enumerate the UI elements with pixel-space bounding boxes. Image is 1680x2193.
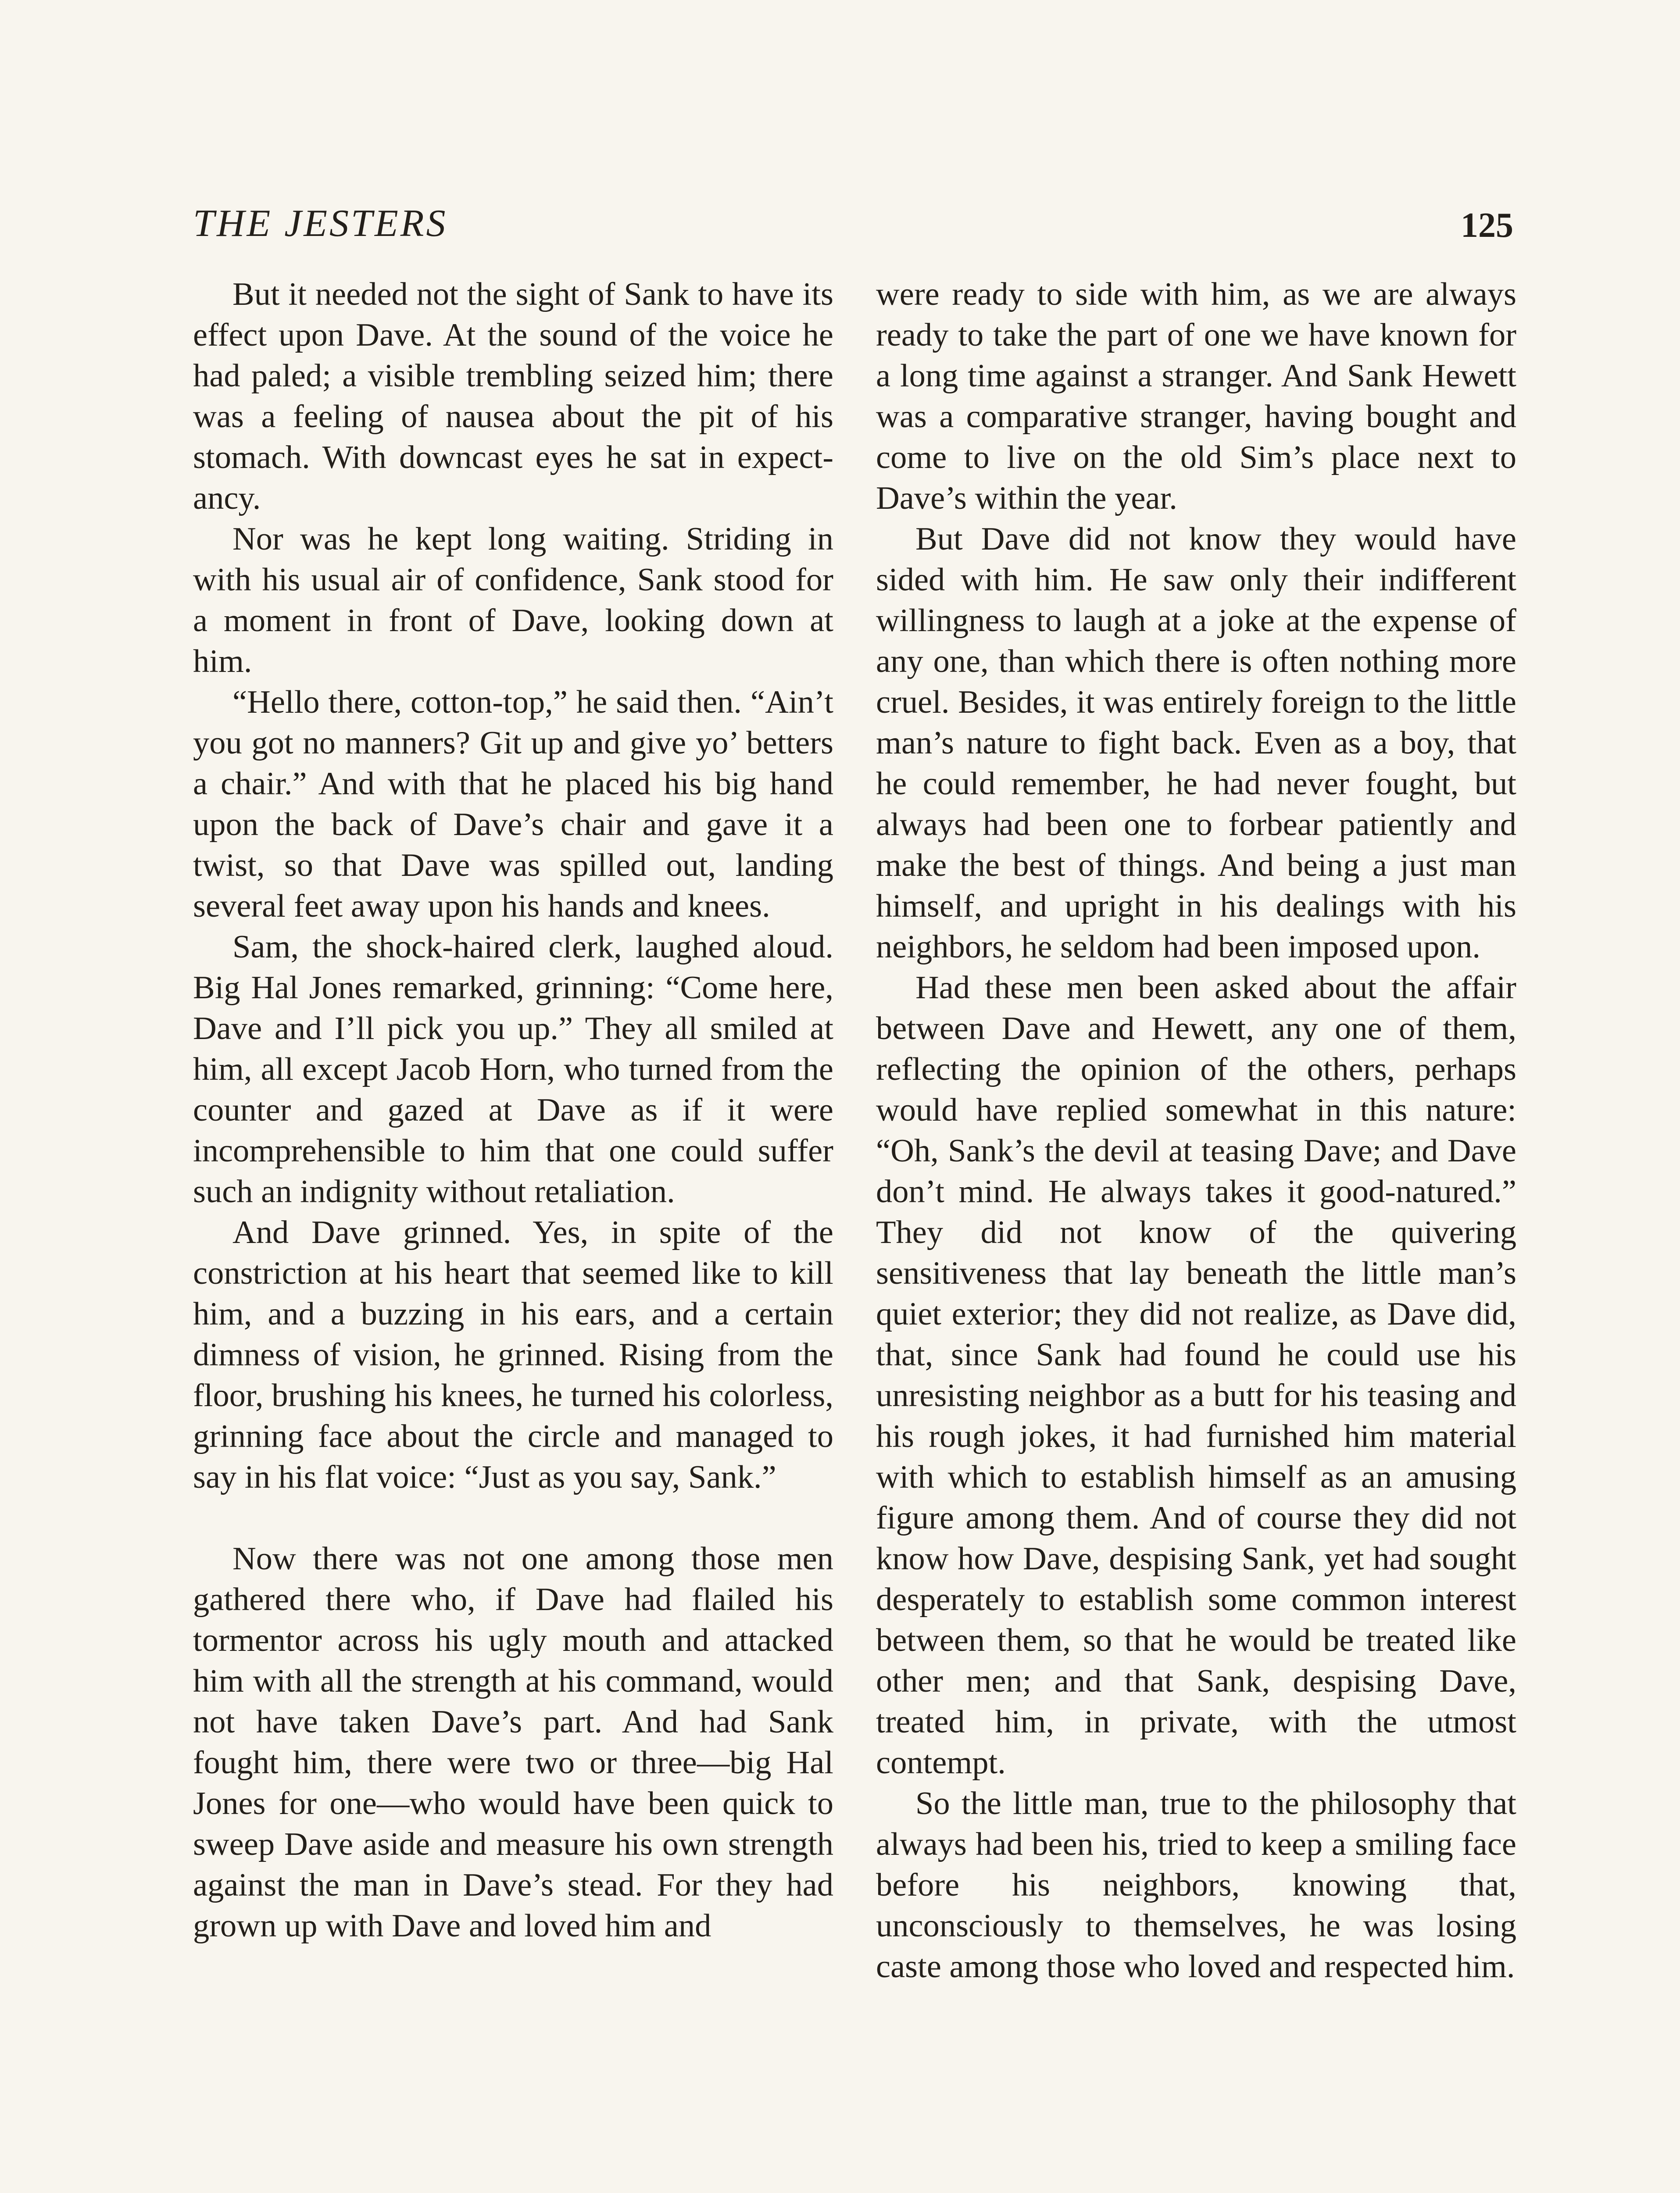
paragraph: And Dave grinned. Yes, in spite of the constriction at his heart that seemed like to kill him, and a buzzing in his ears, and a certain dimness of vision, he grinned. Rising from the floor, brushing his knees, he turned his colorless, grinning face about the circle and managed to say in his flat voice: “Just as you say, Sank.” <box>193 1214 833 1495</box>
paragraph: Had these men been asked about the affair between Dave and Hewett, any one of them, reflecting the opinion of the others, perhaps would have replied somewhat in this nature: “Oh, Sank’s the devil at teasing Dave; and Dave don’t mind. He always takes it good-natured.” They did not know of the quivering sensitiveness that lay beneath the little man’s quiet exterior; they did not realize, as Dave did, that, since Sank had found he could use his unresisting neighbor as a butt for his teasing and his rough jokes, it had furnished him material with which to establish himself as an amusing figure among them. And of course they did not know how Dave, despising Sank, yet had sought desperately to establish some common interest between them, so that he would be treated like other men; and that Sank, despising Dave, treated him, in private, with the utmost contempt. <box>876 970 1516 1781</box>
paragraph: So the little man, true to the philosophy that always had been his, tried to keep a smiling face before his neighbors, knowing that, unconsciously to themselves, he was losing caste among those who loved and respected him. <box>876 1786 1516 1985</box>
paragraph: But Dave did not know they would have sided with him. He saw only their indifferent willingness to laugh at a joke at the expense of any one, than which there is often nothing more cruel. Besides, it was entirely foreign to the little man’s nature to fight back. Even as a boy, that he could remember, he had never fought, but always had been one to forbear patiently and make the best of things. And being a just man himself, and upright in his dealings with his neighbors, he seldom had been imposed upon. <box>876 521 1516 965</box>
paragraph: “Hello there, cotton-top,” he said then. “Ain’t you got no manners? Git up and give yo’ betters a chair.” And with that he placed his big hand upon the back of Dave’s chair and gave it a twist, so that Dave was spilled out, landing several feet away upon his hands and knees. <box>193 684 833 924</box>
paragraph: Sam, the shock-haired clerk, laughed aloud. Big Hal Jones remarked, grinning: “Come here, Dave and I’ll pick you up.” They all smiled at him, all except Jacob Horn, who turned from the counter and gazed at Dave as if it were incomprehensible to him that one could suffer such an indignity without retaliation. <box>193 929 833 1210</box>
paragraph: Now there was not one among those men gathered there who, if Dave had flailed his tormentor across his ugly mouth and attacked him with all the strength at his command, would not have taken Dave’s part. And had Sank fought him, there were two or three—big Hal Jones for one—who would have been quick to sweep Dave aside and measure his own strength against the man in Dave’s stead. For they had grown up with Dave and loved him and <box>193 1541 833 1944</box>
running-head <box>193 197 1513 259</box>
paragraph: Nor was he kept long waiting. Striding in with his usual air of confidence, Sank stood for a moment in front of Dave, looking down at him. <box>193 521 833 679</box>
section-break <box>193 1498 833 1539</box>
page-number: 125 <box>1461 206 1513 245</box>
running-title: THE JESTERS <box>193 202 448 245</box>
left-column <box>193 274 833 1947</box>
right-column <box>876 274 1516 1987</box>
paragraph-continued: were ready to side with him, as we are always ready to take the part of one we have known for a long time against a stranger. And Sank Hewett was a comparative stranger, having bought and come to live on the old Sim’s place next to Dave’s within the year. <box>876 276 1516 516</box>
paragraph: But it needed not the sight of Sank to have its effect upon Dave. At the sound of the voice he had paled; a visible trembling seized him; there was a feeling of nausea about the pit of his stomach. With downcast eyes he sat in expectancy. <box>193 276 833 516</box>
